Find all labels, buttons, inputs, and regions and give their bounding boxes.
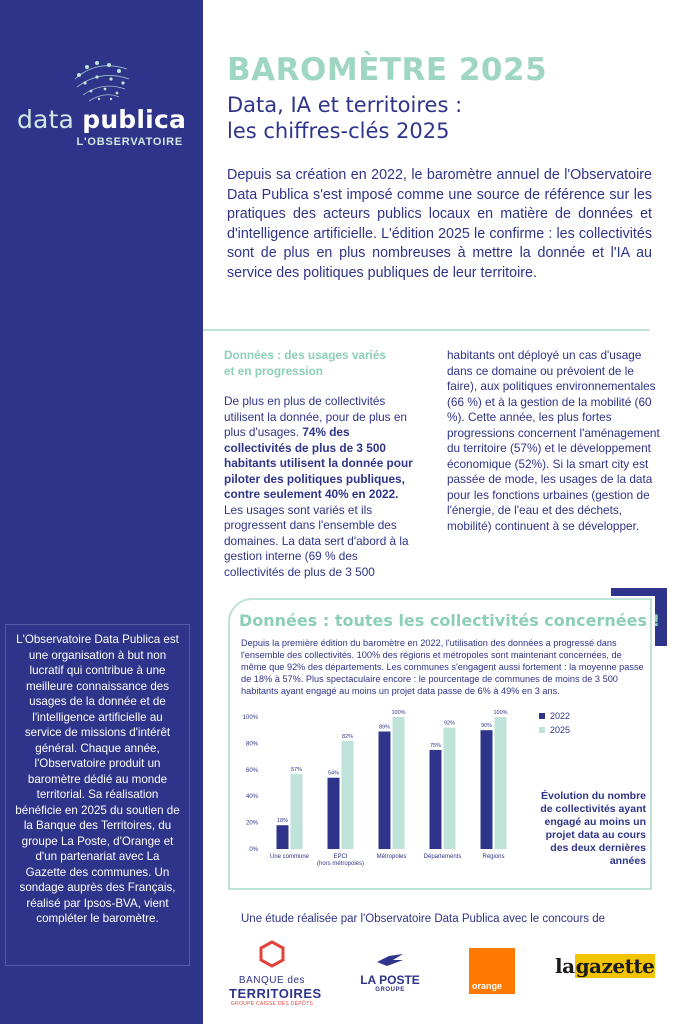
banque-line-1: BANQUE des bbox=[238, 975, 306, 986]
bar-2022 bbox=[481, 730, 493, 849]
bar-2025 bbox=[393, 717, 405, 849]
bar-value-label: 82% bbox=[341, 733, 354, 740]
article-column-1 bbox=[224, 348, 419, 580]
subtitle-line-2: les chiffres-clés 2025 bbox=[227, 119, 450, 143]
banque-line-2: TERRITOIRES bbox=[229, 986, 322, 1001]
banque-des-territoires-logo bbox=[229, 940, 322, 1007]
article-column-2: habitants ont déployé un cas d'usage dans ce domaine ou prévoient de le faire), aux politiques environnementales (66 %) et à la gestion de la mobilité (60 %). Cette année, les plus fortes progressions concernent l'aménagement du territoire (57%) et le développement économique (52%). Si la smart city est passée de mode, les usages de la data pour les fonctions urbaines (gestion de l'énergie, de l'eau et des déchets, mobilité) continuent à se développer. bbox=[447, 348, 660, 533]
x-tick-label: (hors métropoles) bbox=[316, 861, 365, 867]
page-subtitle bbox=[227, 92, 667, 144]
la-poste-bird-icon bbox=[375, 952, 405, 968]
la-poste-name: LA POSTE bbox=[360, 973, 420, 987]
about-box bbox=[5, 624, 190, 966]
bar-2022 bbox=[379, 732, 391, 849]
bar-value-label: 89% bbox=[378, 724, 391, 731]
sidebar bbox=[0, 0, 203, 1024]
x-tick-label: Régions bbox=[482, 854, 505, 860]
banque-line-3: GROUPE CAISSE DES DÉPÔTS bbox=[230, 1001, 314, 1007]
bar-value-label: 75% bbox=[429, 743, 442, 749]
section-heading-line-1: Données : des usages variés bbox=[224, 348, 386, 362]
gazette-la: la bbox=[555, 954, 575, 978]
bar-value-label: 18% bbox=[276, 818, 289, 825]
bar-2022 bbox=[277, 825, 289, 849]
section-heading-line-2: et en progression bbox=[224, 363, 323, 378]
paragraph-highlight: 74% des collectivités de plus de 3 500 habitants utilisent la donnée pour piloter des politiques publiques, contre seulement 40% en 2022. bbox=[224, 425, 413, 501]
y-tick-label: 0% bbox=[249, 847, 258, 853]
legend-label-2022: 2022 bbox=[550, 711, 571, 721]
paragraph-end: Les usages sont variés et ils progressent dans l'ensemble des domaines. La data sert d'abord à la gestion interne (69 % des collectivités de plus de 3 500 bbox=[224, 502, 409, 579]
legend-swatch-2025 bbox=[539, 727, 545, 733]
la-gazette-logo bbox=[555, 954, 655, 978]
y-tick-label: 80% bbox=[245, 741, 258, 748]
bar-2025 bbox=[291, 774, 303, 849]
bar-value-label: 100% bbox=[391, 710, 406, 716]
intro-paragraph: Depuis sa création en 2022, le baromètre annuel de l'Observatoire Data Publica s'est imposé comme une source de référence sur les pratiques des acteurs publics locaux en matière de données et d'intelligence artificielle. L'édition 2025 le confirme : les collectivités sont de plus en plus nombreuses à mettre la donnée et l'IA au service des politiques publiques de leur territoire. bbox=[227, 167, 652, 281]
bar-2025 bbox=[342, 741, 354, 849]
logo-word-publica: publica bbox=[82, 105, 187, 134]
gazette-word: gazette bbox=[575, 954, 655, 978]
la-poste-group: GROUPE bbox=[375, 987, 405, 993]
bar-2022 bbox=[328, 778, 340, 849]
x-tick-label: Une commune bbox=[269, 854, 310, 860]
legend-swatch-2022 bbox=[539, 713, 545, 719]
bar-value-label: 54% bbox=[327, 770, 340, 777]
bar-value-label: 90% bbox=[480, 723, 493, 730]
about-text: L'Observatoire Data Publica est une organisation à but non lucratif qui contribue à une meilleure connaissance des usages de la donnée et de l'intelligence artificielle au service de missions d'intérêt général. Chaque année, l'Observatoire produit un baromètre dédié au monde territorial. Sa réalisation bénéficie en 2025 du soutien de la Banque des Territoires, du groupe La Poste, d'Orange et d'un partenariat avec La Gazette des communes. Un sondage auprès des Français, réalisé par Ipsos-BVA, vient compléter le baromètre. bbox=[15, 633, 180, 925]
y-tick-label: 60% bbox=[245, 767, 258, 774]
logo-subtitle: L'OBSERVATOIRE bbox=[76, 136, 183, 148]
divider bbox=[203, 329, 650, 331]
y-tick-label: 40% bbox=[245, 794, 258, 801]
section-heading bbox=[224, 348, 419, 379]
y-tick-label: 20% bbox=[245, 820, 258, 827]
y-tick-label: 100% bbox=[242, 715, 258, 721]
page-title: BAROMÈTRE 2025 bbox=[227, 52, 548, 88]
chart-caption: Évolution du nombre de collectivités ayant engagé au moins un projet data au cours des deux dernières années bbox=[540, 790, 646, 867]
chart-panel-text: Depuis la première édition du baromètre en 2022, l'utilisation des données a progressé dans l'ensemble des collectivités. 100% des régions et métropoles sont maintenant concernées, de même que 92% des départements. Les communes s'engagent aussi fortement : la moyenne passe de 18% à 57%. Plus spectaculaire encore : le pourcentage de communes de moins de 3 500 habitants ayant engagé au moins un projet data passe de 6% à 49% en 3 ans. bbox=[241, 638, 644, 696]
orange-wordmark: orange bbox=[472, 981, 503, 991]
hexagon-icon bbox=[259, 940, 285, 968]
article-paragraph bbox=[224, 394, 419, 580]
bar-2025 bbox=[495, 717, 507, 849]
bar-chart bbox=[234, 703, 534, 878]
x-tick-label: Métropoles bbox=[376, 854, 407, 860]
bar-2025 bbox=[444, 728, 456, 849]
orange-logo bbox=[469, 948, 515, 994]
logo-wordmark bbox=[0, 105, 203, 134]
bar-value-label: 92% bbox=[443, 720, 456, 727]
legend-item-2025 bbox=[539, 723, 570, 737]
bar-value-label: 100% bbox=[493, 710, 508, 716]
x-tick-label: EPCI bbox=[333, 854, 348, 860]
logo bbox=[0, 55, 203, 148]
logo-word-data: data bbox=[16, 105, 75, 134]
network-icon bbox=[67, 55, 137, 105]
x-tick-label: Départements bbox=[423, 854, 462, 860]
la-poste-logo bbox=[352, 952, 428, 993]
legend-label-2025: 2025 bbox=[550, 725, 571, 735]
bar-value-label: 57% bbox=[290, 766, 303, 773]
partners-title: Une étude réalisée par l'Observatoire Data Publica avec le concours de bbox=[241, 913, 606, 925]
chart-panel-title: Données : toutes les collectivités concernées ! bbox=[239, 611, 660, 630]
paragraph-start: De plus en plus de collectivités utilisent la donnée, pour de plus en plus d'usages. bbox=[224, 394, 407, 439]
bar-2022 bbox=[430, 750, 442, 849]
subtitle-line-1: Data, IA et territoires : bbox=[227, 93, 463, 117]
chart-legend bbox=[539, 709, 570, 737]
legend-item-2022 bbox=[539, 709, 570, 723]
